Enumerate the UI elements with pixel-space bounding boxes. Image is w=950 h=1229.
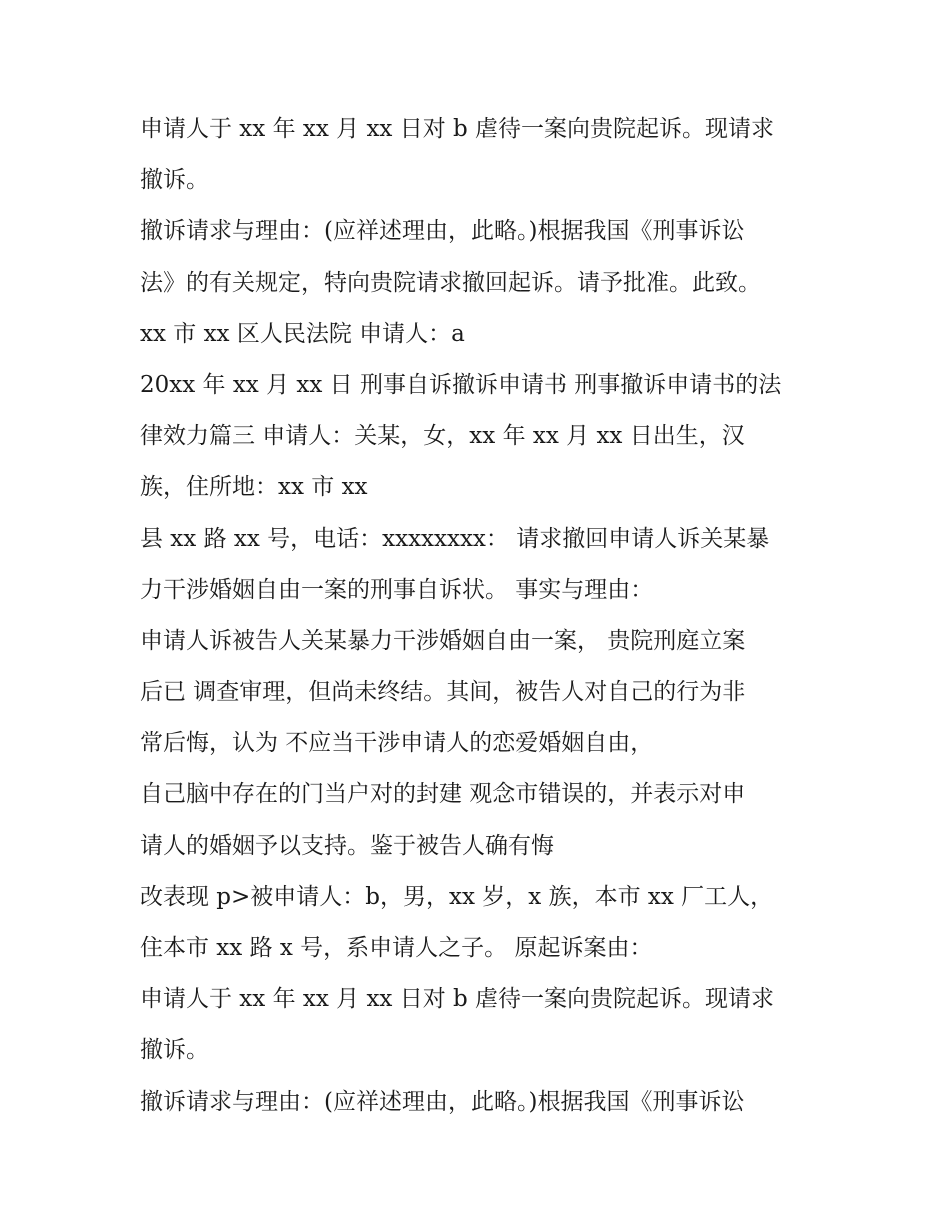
text-line: 力干涉婚姻自由一案的刑事自诉状。 事实与理由：: [140, 576, 654, 603]
document-body: [140, 104, 830, 1128]
text-line: 申请人于 xx 年 xx 月 xx 日对 b 虐待一案向贵院起诉。现请求: [140, 116, 775, 142]
text-line: 县 xx 路 xx 号，电话：xxxxxxxx： 请求撤回申请人诉关某暴: [140, 525, 770, 552]
text-line: 法》的有关规定，特向贵院请求撤回起诉。请予批准。此致。: [140, 269, 761, 296]
text-line: 申请人诉被告人关某暴力干涉婚姻自由一案， 贵院刑庭立案: [140, 627, 746, 654]
text-line: 撤诉请求与理由：(应祥述理由，此略。)根据我国《刑事诉讼: [140, 218, 745, 245]
text-line: 后已 调查审理，但尚未终结。其间，被告人对自己的行为非: [140, 679, 746, 706]
text-line: 撤诉请求与理由：(应祥述理由，此略。)根据我国《刑事诉讼: [140, 1088, 745, 1115]
text-line: 住本市 xx 路 x 号，系申请人之子。 原起诉案由：: [140, 935, 653, 961]
text-line: 常后悔，认为 不应当干涉申请人的恋爱婚姻自由，: [140, 730, 654, 757]
text-line: 20xx 年 xx 月 xx 日 刑事自诉撤诉申请书 刑事撤诉申请书的法: [140, 371, 782, 398]
text-line: 改表现 p>被申请人：b，男，xx 岁，x 族，本市 xx 厂工人，: [140, 883, 774, 910]
text-line: 律效力篇三 申请人：关某，女，xx 年 xx 月 xx 日出生，汉: [140, 423, 745, 450]
text-line: 申请人于 xx 年 xx 月 xx 日对 b 虐待一案向贵院起诉。现请求: [140, 986, 775, 1013]
text-line: xx 市 xx 区人民法院 申请人：a: [140, 320, 465, 347]
text-line: 自己脑中存在的门当户对的封建 观念市错误的，并表示对申: [140, 781, 746, 808]
text-line: 族，住所地：xx 市 xx: [140, 474, 368, 501]
text-line: 撤诉。: [140, 167, 209, 194]
text-line: 请人的婚姻予以支持。鉴于被告人确有悔: [140, 832, 554, 859]
text-line: 撤诉。: [140, 1037, 209, 1064]
